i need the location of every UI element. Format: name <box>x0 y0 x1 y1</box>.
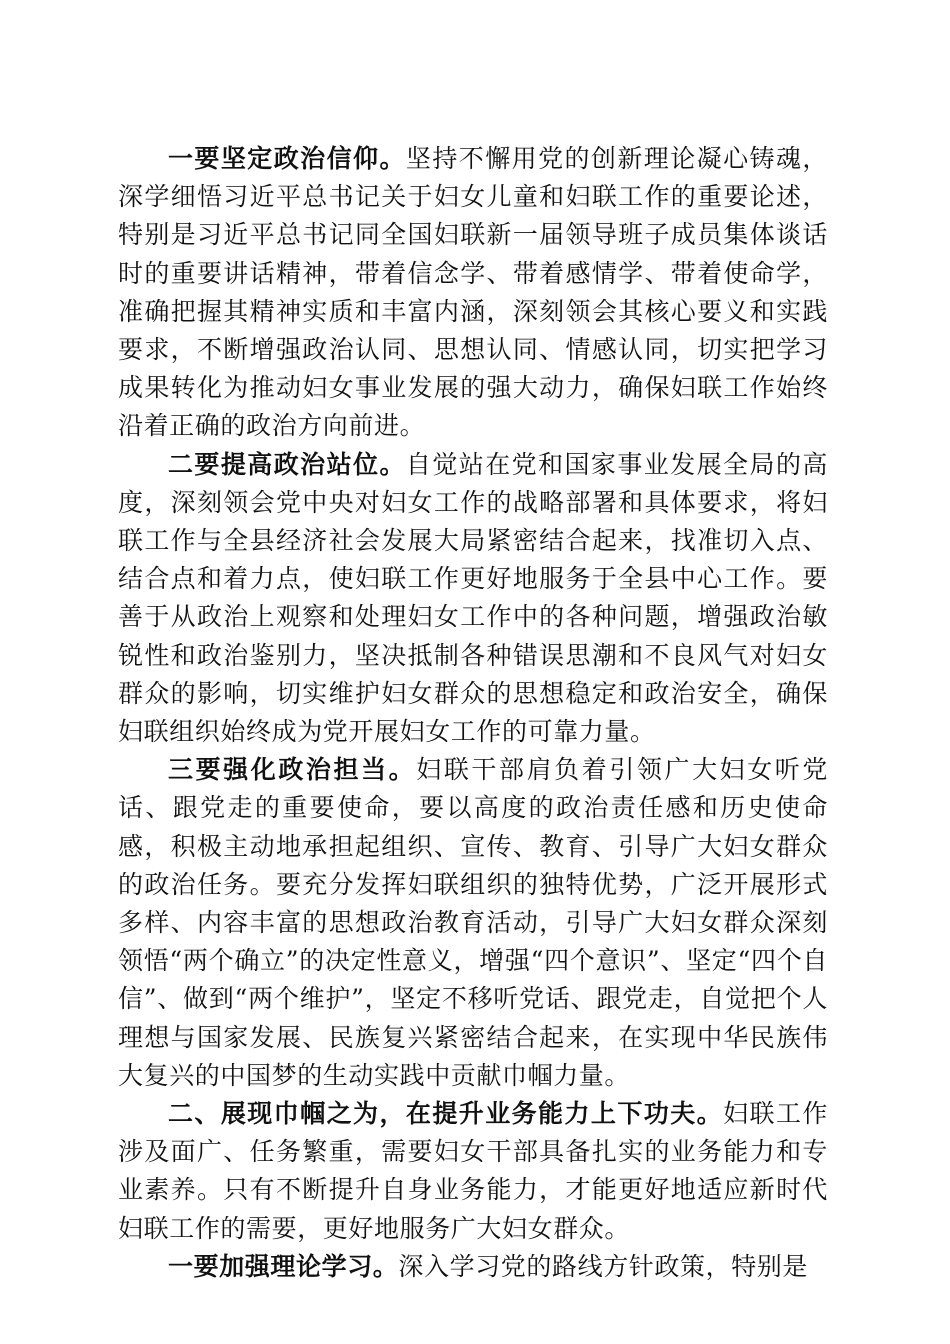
paragraph-text: 深入学习党的路线方针政策，特别是 <box>398 1251 809 1281</box>
document-body <box>118 140 828 1286</box>
paragraph-text: 妇联干部肩负着引领广大妇女听党话、跟党走的重要使命，要以高度的政治责任感和历史使命感，积极主动地承担起组织、宣传、教育、引导广大妇女群众的政治任务。要充分发挥妇联组织的独特优势，广泛开展形式多样、内容丰富的思想政治教育活动，引导广大妇女群众深刻领悟“两个确立”的决定性意义，增强“四个意识”、坚定“四个自信”、做到“两个维护”，坚定不移听党话、跟党走，自觉把个人理想与国家发展、民族复兴紧密结合起来，在实现中华民族伟大复兴的中国梦的生动实践中贡献巾帼力量。 <box>118 755 828 1090</box>
paragraph-political-belief <box>118 140 828 446</box>
paragraph-heading: 二要提高政治站位。 <box>168 449 406 479</box>
section-heading: 二、展现巾帼之为，在提升业务能力上下功夫。 <box>168 1099 724 1129</box>
paragraph-heading: 一要坚定政治信仰。 <box>168 144 406 173</box>
paragraph-heading: 一要加强理论学习。 <box>168 1251 399 1281</box>
paragraph-heading: 三要强化政治担当。 <box>168 755 417 785</box>
paragraph-political-responsibility <box>118 751 828 1095</box>
paragraph-text: 自觉站在党和国家事业发展全局的高度，深刻领会党中央对妇女工作的战略部署和具体要求，将妇联工作与全县经济社会发展大局紧密结合起来，找准切入点、结合点和着力点，使妇联工作更好地服务于全县中心工作。要善于从政治上观察和处理妇女工作中的各种问题，增强政治敏锐性和政治鉴别力，坚决抵制各种错误思潮和不良风气对妇女群众的影响，切实维护妇女群众的思想稳定和政治安全，确保妇联组织始终成为党开展妇女工作的可靠力量。 <box>118 449 828 747</box>
paragraph-text: 坚持不懈用党的创新理论凝心铸魂，深学细悟习近平总书记关于妇女儿童和妇联工作的重要论述，特别是习近平总书记同全国妇联新一届领导班子成员集体谈话时的重要讲话精神，带着信念学、带着感情学、带着使命学，准确把握其精神实质和丰富内涵，深刻领会其核心要义和实践要求，不断增强政治认同、思想认同、情感认同，切实把学习成果转化为推动妇女事业发展的强大动力，确保妇联工作始终沿着正确的政治方向前进。 <box>118 144 828 441</box>
paragraph-text: 妇联工作涉及面广、任务繁重，需要妇女干部具备扎实的业务能力和专业素养。只有不断提升自身业务能力，才能更好地适应新时代妇联工作的需要，更好地服务广大妇女群众。 <box>118 1099 828 1243</box>
paragraph-theory-study <box>118 1248 828 1286</box>
paragraph-political-stance <box>118 446 828 752</box>
paragraph-section-two <box>118 1095 828 1248</box>
